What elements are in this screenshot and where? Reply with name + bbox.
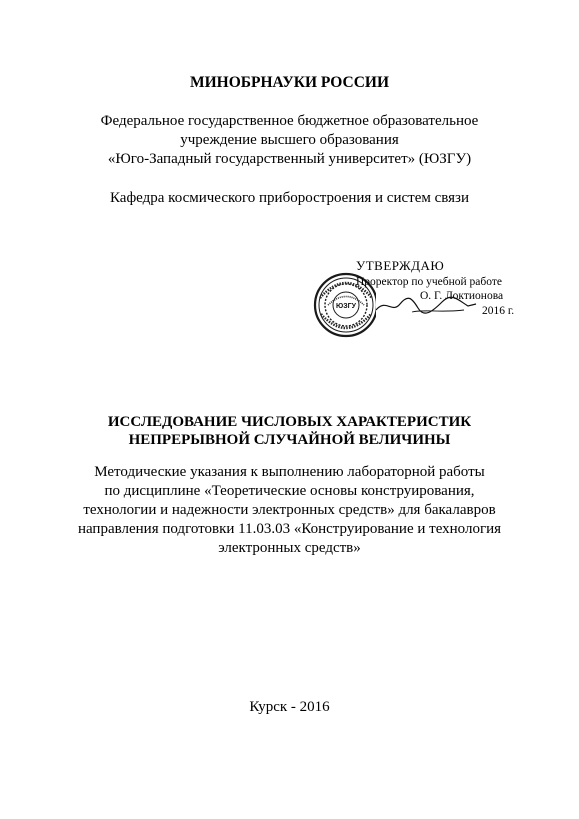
title-line: ИССЛЕДОВАНИЕ ЧИСЛОВЫХ ХАРАКТЕРИСТИК <box>107 414 472 430</box>
approver-name: О. Г. Локтионова <box>420 290 504 302</box>
signature-icon <box>372 294 482 316</box>
subtitle-line: направления подготовки 11.03.03 «Конструирование и технология <box>77 521 502 537</box>
place-and-year: Курск - 2016 <box>249 699 330 715</box>
subtitle-line: электронных средств» <box>218 540 361 556</box>
organization-line: учреждение высшего образования <box>180 132 399 148</box>
approver-position: Проректор по учебной работе <box>356 276 502 288</box>
department-name: Кафедра космического приборостроения и систем связи <box>109 190 470 206</box>
subtitle-line: технологии и надежности электронных средств» для бакалавров <box>83 502 496 518</box>
subtitle-line: по дисциплине «Теоретические основы конструирования, <box>104 483 475 499</box>
organization-line: Федеральное государственное бюджетное образовательное <box>100 113 479 129</box>
document-subtitle <box>0 463 579 558</box>
title-line: НЕПРЕРЫВНОЙ СЛУЧАЙНОЙ ВЕЛИЧИНЫ <box>128 432 451 448</box>
organization-line: «Юго-Западный государственный университет» (ЮЗГУ) <box>107 151 472 167</box>
approval-block <box>312 258 532 368</box>
svg-text:ЮЗГУ: ЮЗГУ <box>336 303 356 310</box>
approval-year: 2016 г. <box>482 305 515 317</box>
ministry-heading: МИНОБРНАУКИ РОССИИ <box>189 74 390 91</box>
organization-block <box>0 112 579 169</box>
document-title <box>0 413 579 449</box>
subtitle-line: Методические указания к выполнению лабораторной работы <box>94 464 485 480</box>
approval-heading: УТВЕРЖДАЮ <box>356 258 445 273</box>
